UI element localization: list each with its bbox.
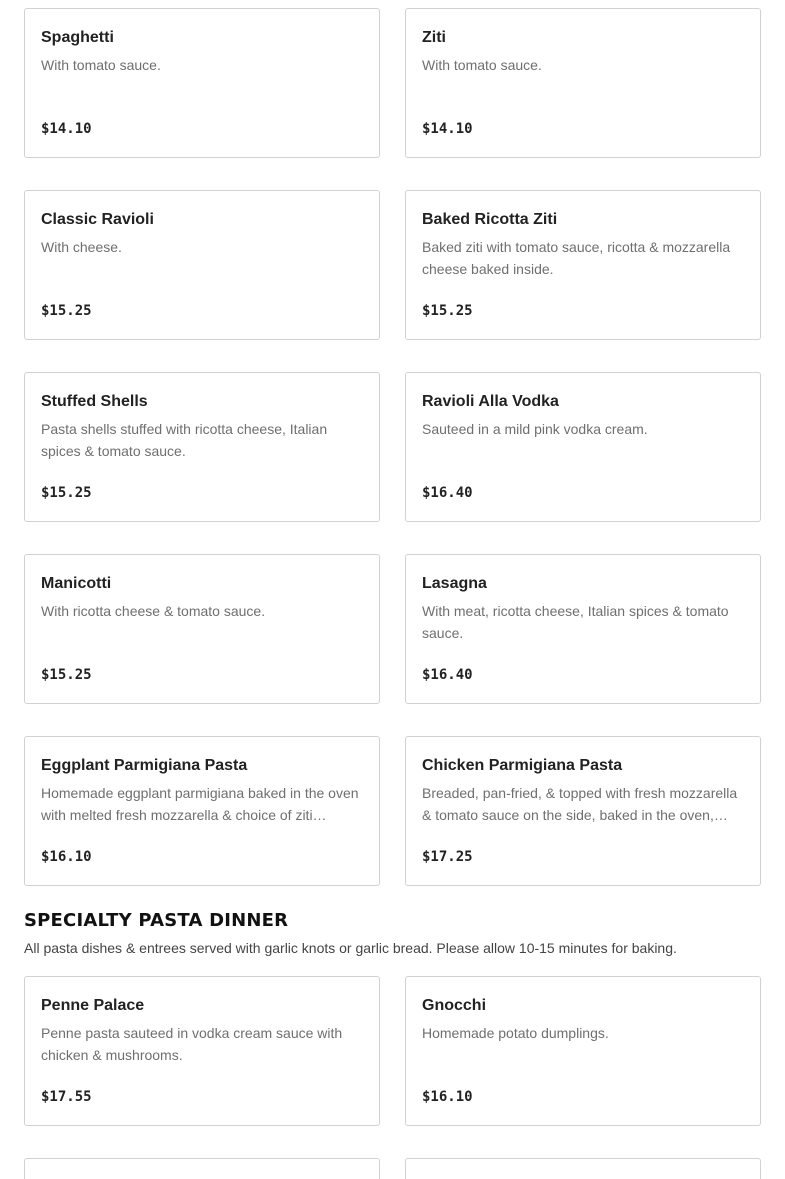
item-price: $15.25 — [41, 485, 92, 501]
menu-item-card[interactable] — [405, 372, 761, 522]
menu-item-card[interactable] — [405, 554, 761, 704]
item-name: Spaghetti — [41, 29, 114, 46]
menu-item-card[interactable] — [24, 372, 380, 522]
menu-item-card[interactable] — [24, 8, 380, 158]
menu-item-card[interactable] — [405, 976, 761, 1126]
item-name: Ravioli Alla Vodka — [422, 393, 559, 410]
item-price: $15.25 — [41, 303, 92, 319]
item-name: Lasagna — [422, 575, 487, 592]
menu-item-card[interactable] — [24, 976, 380, 1126]
item-price: $16.40 — [422, 667, 473, 683]
item-price: $15.25 — [422, 303, 473, 319]
item-name: Baked Ricotta Ziti — [422, 211, 558, 228]
item-price: $16.10 — [41, 849, 92, 865]
item-description: Penne pasta sauteed in vodka cream sauce with chicken & mushrooms. — [41, 1025, 343, 1063]
item-price: $16.10 — [422, 1089, 473, 1105]
item-description: With meat, ricotta cheese, Italian spices & tomato sauce. — [422, 603, 729, 641]
card-edge — [405, 1158, 761, 1179]
item-name: Chicken Parmigiana Pasta — [422, 757, 623, 774]
item-name: Stuffed Shells — [41, 393, 148, 410]
item-description: Homemade eggplant parmigiana baked in the oven with melted fresh mozzarella & choice of ziti… — [41, 785, 359, 823]
item-description: With cheese. — [41, 239, 122, 255]
item-description: Baked ziti with tomato sauce, ricotta & mozzarella cheese baked inside. — [422, 239, 731, 277]
item-price: $15.25 — [41, 667, 92, 683]
next-cards-edge — [24, 1158, 761, 1179]
item-description: With ricotta cheese & tomato sauce. — [41, 603, 266, 619]
item-description: Pasta shells stuffed with ricotta cheese, Italian spices & tomato sauce. — [41, 421, 328, 459]
item-price: $14.10 — [422, 121, 473, 137]
item-price: $16.40 — [422, 485, 473, 501]
item-description: Homemade potato dumplings. — [422, 1025, 609, 1041]
item-name: Eggplant Parmigiana Pasta — [41, 757, 248, 774]
item-description: With tomato sauce. — [41, 57, 161, 73]
item-description: Breaded, pan-fried, & topped with fresh mozzarella & tomato sauce on the side, baked in the oven,… — [422, 785, 738, 823]
section-subtitle: All pasta dishes & entrees served with garlic knots or garlic bread. Please allow 10-15 minutes for baking. — [24, 940, 677, 956]
item-name: Classic Ravioli — [41, 211, 154, 228]
item-price: $17.25 — [422, 849, 473, 865]
specialty-menu-grid — [24, 976, 761, 1158]
item-price: $17.55 — [41, 1089, 92, 1105]
pasta-menu-grid — [24, 8, 761, 918]
item-description: With tomato sauce. — [422, 57, 542, 73]
item-name: Manicotti — [41, 575, 112, 592]
item-price: $14.10 — [41, 121, 92, 137]
menu-item-card[interactable] — [405, 736, 761, 886]
menu-item-card[interactable] — [405, 8, 761, 158]
menu-item-card[interactable] — [24, 190, 380, 340]
menu-item-card[interactable] — [24, 736, 380, 886]
section-title: SPECIALTY PASTA DINNER — [24, 910, 289, 931]
item-name: Penne Palace — [41, 997, 145, 1014]
menu-item-card[interactable] — [405, 190, 761, 340]
item-name: Gnocchi — [422, 997, 487, 1014]
menu-item-card[interactable] — [24, 554, 380, 704]
item-name: Ziti — [422, 29, 446, 46]
card-edge — [24, 1158, 380, 1179]
item-description: Sauteed in a mild pink vodka cream. — [422, 421, 648, 437]
